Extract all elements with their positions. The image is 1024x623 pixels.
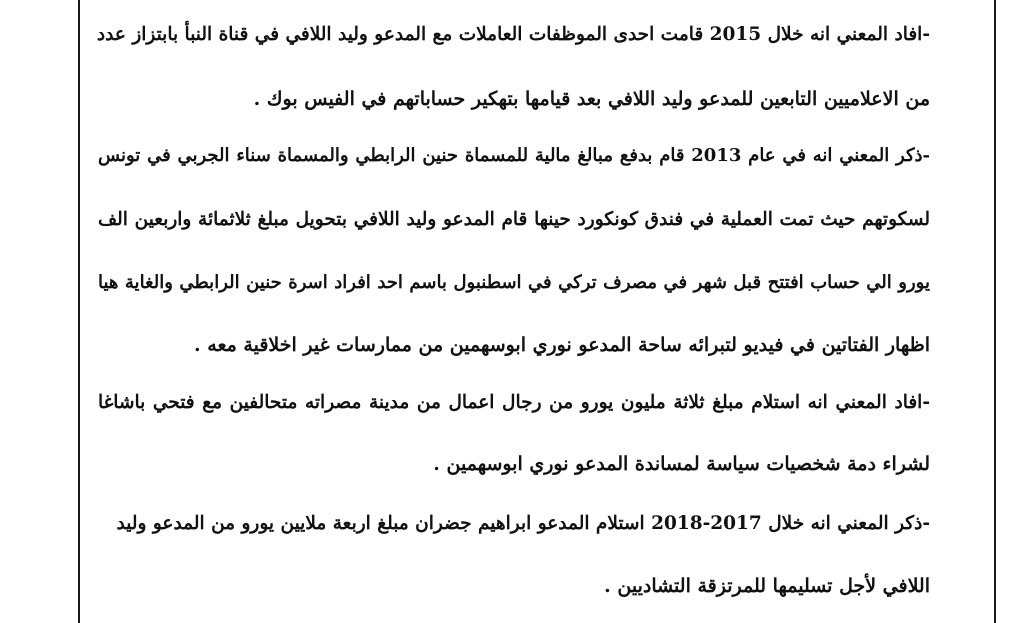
- paragraph-4-line-2: اللافي لأجل تسليمها للمرتزقة التشاديين .: [604, 575, 930, 597]
- paragraph-2-line-2: لسكوتهم حيث تمت العملية في فندق كونكورد حينها قام المدعو وليد اللافي بتحويل مبلغ ثلاثمائة واربعين الف: [98, 209, 930, 230]
- paragraph-3-line-2: لشراء دمة شخصيات سياسة لمساندة المدعو نوري ابوسهمين .: [433, 453, 930, 475]
- paragraph-2-line-4: اظهار الفتاتين في فيديو لتبرائه ساحة المدعو نوري ابوسهمين من ممارسات غير اخلاقية معه .: [194, 334, 930, 356]
- paragraph-1-line-2: من الاعلاميين التابعين للمدعو وليد اللافي بعد قيامها بتهكير حساباتهم في الفيس بوك .: [253, 88, 930, 110]
- paragraph-4-line-1: -ذكر المعني انه خلال 2017-2018 استلام المدعو ابراهيم جضران مبلغ اربعة ملايين يورو من المدعو وليد: [116, 513, 930, 534]
- paragraph-2-line-3: يورو الي حساب افتتح قبل شهر في مصرف تركي في اسطنبول باسم احد افراد اسرة حنين الرابطي والغاية هيا: [98, 272, 930, 293]
- paragraph-3-line-1: -افاد المعني انه استلام مبلغ ثلاثة مليون يورو من رجال اعمال من مدينة مصراته متحالفين مع فتحي باشاغا: [98, 392, 930, 413]
- paragraph-2-line-1: -ذكر المعني انه في عام 2013 قام بدفع مبالغ مالية للمسماة حنين الرابطي والمسماة سناء الجربي في تونس: [98, 145, 931, 166]
- page-border-right: [994, 0, 996, 623]
- paragraph-1-line-1: -افاد المعني انه خلال 2015 قامت احدى الموظفات العاملات مع المدعو وليد اللافي في قناة النبأ بابتزاز عدد: [96, 24, 930, 45]
- page-border-left: [78, 0, 80, 623]
